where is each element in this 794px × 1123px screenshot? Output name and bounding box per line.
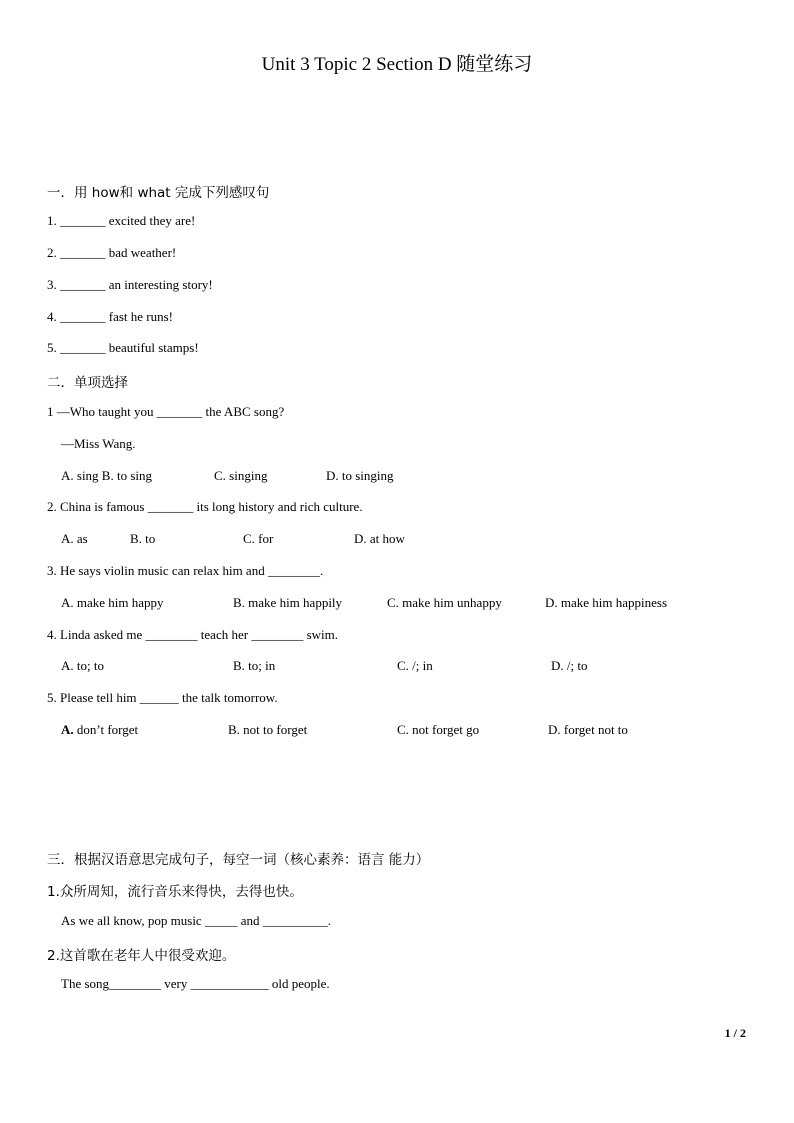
page-number: 1 / 2 (724, 1026, 746, 1040)
page-title: Unit 3 Topic 2 Section D 随堂练习 (261, 54, 533, 75)
section1-heading: 一．用 how和 what 完成下列感叹句 (47, 185, 270, 201)
section3-q1-chinese: 1.众所周知，流行音乐来得快，去得也快。 (47, 884, 303, 900)
q5-option-a-text: don’t forget (73, 722, 139, 737)
section1-item-5: 5. _______ beautiful stamps! (47, 340, 199, 355)
q4-option-b: B. to; in (233, 658, 276, 673)
q1-reply: —Miss Wang. (61, 436, 136, 451)
q5-stem: 5. Please tell him ______ the talk tomorrow. (47, 690, 278, 705)
q5-option-b: B. not to forget (228, 722, 308, 737)
q2-option-c: C. for (243, 531, 274, 546)
section3-q2-chinese: 2.这首歌在老年人中很受欢迎。 (47, 948, 236, 964)
q4-option-a: A. to; to (61, 658, 104, 673)
q1-option-d: D. to singing (326, 468, 394, 483)
q4-stem: 4. Linda asked me ________ teach her ________ swim. (47, 627, 338, 642)
q1-option-ab: A. sing B. to sing (61, 468, 153, 483)
q3-option-c: C. make him unhappy (387, 595, 502, 610)
section3-q1-english: As we all know, pop music _____ and __________. (61, 913, 331, 928)
q5-option-c: C. not forget go (397, 722, 480, 737)
q1-option-c: C. singing (214, 468, 268, 483)
q1-stem: 1 —Who taught you _______ the ABC song? (47, 404, 285, 419)
q3-stem: 3. He says violin music can relax him and ________. (47, 563, 324, 578)
q3-option-d: D. make him happiness (545, 595, 668, 610)
q2-option-b: B. to (130, 531, 156, 546)
q2-option-a: A. as (61, 531, 88, 546)
section1-item-4: 4. _______ fast he runs! (47, 309, 174, 324)
q2-option-d: D. at how (354, 531, 405, 546)
section3-q2-english: The song________ very ____________ old people. (61, 976, 330, 991)
q2-stem: 2. China is famous _______ its long history and rich culture. (47, 499, 363, 514)
q3-option-b: B. make him happily (233, 595, 343, 610)
section2-heading: 二．单项选择 (47, 375, 128, 391)
section3-heading: 三．根据汉语意思完成句子，每空一词（核心素养：语言 能力） (47, 852, 430, 868)
q4-option-d: D. /; to (551, 658, 588, 673)
q5-option-a (61, 722, 138, 738)
q4-option-c: C. /; in (397, 658, 433, 673)
q5-option-d: D. forget not to (548, 722, 628, 737)
section1-item-3: 3. _______ an interesting story! (47, 277, 213, 292)
q5-option-a-letter: A. (61, 722, 74, 737)
section1-item-2: 2. _______ bad weather! (47, 245, 177, 260)
q3-option-a: A. make him happy (61, 595, 164, 610)
section1-item-1: 1. _______ excited they are! (47, 213, 196, 228)
